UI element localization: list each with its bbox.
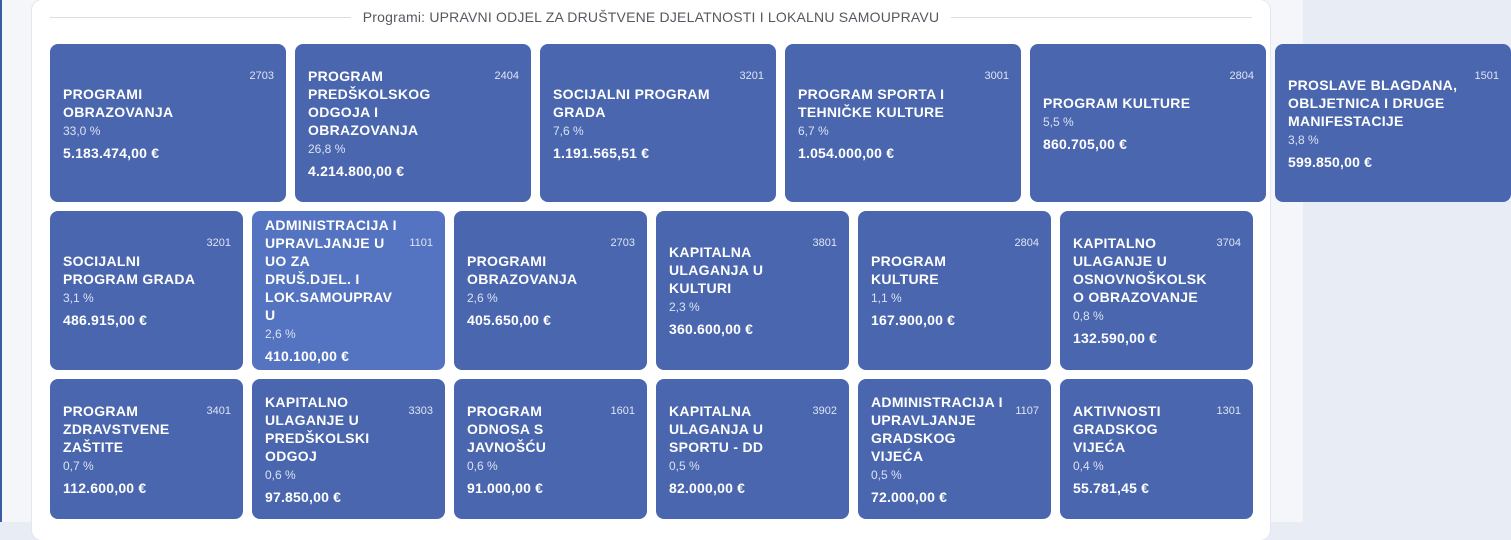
program-amount: 410.100,00 € bbox=[265, 348, 350, 364]
program-tile[interactable] bbox=[252, 379, 445, 519]
program-tile[interactable] bbox=[454, 211, 647, 370]
program-percent: 2,6 % bbox=[467, 291, 498, 305]
program-tile[interactable] bbox=[858, 379, 1051, 519]
program-tile[interactable] bbox=[50, 44, 286, 202]
program-amount: 82.000,00 € bbox=[669, 479, 746, 496]
program-name: ADMINISTRACIJA I UPRAVLJANJE GRADSKOG VIJEĆA bbox=[871, 393, 1003, 464]
program-name: KAPITALNO ULAGANJE U OSNOVNOŠKOLSKO OBRAZOVANJE bbox=[1073, 235, 1207, 305]
program-name: ADMINISTRACIJA I UPRAVLJANJE U UO ZA DRUŠ.DJEL. I LOK.SAMOUPRAVU bbox=[265, 217, 397, 323]
program-percent: 26,8 % bbox=[308, 141, 346, 156]
program-code: 3001 bbox=[984, 70, 1009, 82]
program-percent: 7,6 % bbox=[553, 123, 584, 138]
program-code: 2703 bbox=[249, 70, 274, 82]
divider-left bbox=[50, 17, 351, 18]
program-name: SOCIJALNI PROGRAM GRADA bbox=[553, 85, 710, 120]
program-code: 2804 bbox=[1229, 70, 1254, 82]
program-percent: 33,0 % bbox=[63, 123, 101, 138]
program-name: PROSLAVE BLAGDANA, OBLJETNICA I DRUGE MANIFESTACIJE bbox=[1288, 76, 1458, 129]
program-name: KAPITALNO ULAGANJE U PREDŠKOLSKI ODGOJ bbox=[265, 393, 370, 464]
program-code: 2404 bbox=[494, 70, 519, 82]
program-percent: 3,8 % bbox=[1288, 132, 1319, 147]
tile-row-3 bbox=[50, 379, 1253, 519]
program-code: 2703 bbox=[610, 237, 635, 249]
program-percent: 6,7 % bbox=[798, 123, 829, 138]
program-percent: 2,3 % bbox=[669, 300, 700, 314]
program-tile[interactable] bbox=[295, 44, 531, 202]
program-name: PROGRAM SPORTA I TEHNIČKE KULTURE bbox=[798, 85, 945, 120]
program-amount: 1.191.565,51 € bbox=[553, 144, 650, 161]
program-code: 3401 bbox=[206, 405, 231, 417]
program-percent: 3,1 % bbox=[63, 291, 94, 305]
program-name: AKTIVNOSTI GRADSKOG VIJEĆA bbox=[1073, 402, 1161, 455]
program-tile-hovered[interactable] bbox=[252, 211, 445, 370]
program-amount: 5.183.474,00 € bbox=[63, 144, 160, 161]
program-tile[interactable] bbox=[1060, 379, 1253, 519]
program-tile[interactable] bbox=[656, 379, 849, 519]
program-amount: 4.214.800,00 € bbox=[308, 162, 405, 179]
program-amount: 91.000,00 € bbox=[467, 479, 544, 496]
program-name: SOCIJALNI PROGRAM GRADA bbox=[63, 253, 196, 287]
program-amount: 72.000,00 € bbox=[871, 488, 948, 505]
program-tile[interactable] bbox=[1275, 44, 1511, 202]
program-amount: 860.705,00 € bbox=[1043, 135, 1128, 152]
program-amount: 55.781,45 € bbox=[1073, 479, 1150, 496]
program-amount: 112.600,00 € bbox=[63, 479, 147, 496]
section-header bbox=[50, 6, 1252, 28]
program-name: PROGRAM ODNOSA S JAVNOŠĆU bbox=[467, 402, 547, 455]
program-percent: 0,5 % bbox=[669, 458, 700, 473]
program-code: 3902 bbox=[812, 405, 837, 417]
program-tile[interactable] bbox=[1060, 211, 1253, 370]
program-amount: 97.850,00 € bbox=[265, 488, 342, 505]
program-amount: 167.900,00 € bbox=[871, 312, 956, 328]
divider-right bbox=[951, 17, 1252, 18]
program-name: PROGRAM KULTURE bbox=[1043, 94, 1191, 111]
program-percent: 0,6 % bbox=[467, 458, 498, 473]
program-percent: 5,5 % bbox=[1043, 114, 1074, 129]
program-code: 3303 bbox=[408, 405, 433, 417]
program-code: 1501 bbox=[1474, 70, 1499, 82]
program-name: PROGRAM ZDRAVSTVENE ZAŠTITE bbox=[63, 402, 170, 455]
program-tile[interactable] bbox=[1030, 44, 1266, 202]
program-name: PROGRAM KULTURE bbox=[871, 253, 947, 287]
program-name: KAPITALNA ULAGANJA U SPORTU - DD bbox=[669, 402, 764, 455]
program-code: 3201 bbox=[206, 237, 231, 249]
program-tile[interactable] bbox=[50, 379, 243, 519]
program-name: PROGRAMI OBRAZOVANJA bbox=[63, 85, 174, 120]
program-name: PROGRAM PREDŠKOLSKOG ODGOJA I OBRAZOVANJA bbox=[308, 67, 431, 138]
program-code: 3201 bbox=[739, 70, 764, 82]
program-tile[interactable] bbox=[656, 211, 849, 370]
program-code: 3801 bbox=[812, 237, 837, 249]
program-tile[interactable] bbox=[540, 44, 776, 202]
program-code: 1301 bbox=[1216, 405, 1241, 417]
program-code: 3704 bbox=[1216, 237, 1241, 249]
program-amount: 486.915,00 € bbox=[63, 312, 148, 328]
program-code: 1101 bbox=[409, 237, 433, 249]
program-percent: 0,6 % bbox=[265, 467, 296, 482]
program-amount: 1.054.000,00 € bbox=[798, 144, 895, 161]
program-percent: 0,7 % bbox=[63, 458, 94, 473]
program-code: 1107 bbox=[1015, 405, 1039, 417]
program-tile[interactable] bbox=[785, 44, 1021, 202]
program-percent: 0,4 % bbox=[1073, 458, 1104, 473]
program-code: 2804 bbox=[1014, 237, 1039, 249]
program-percent: 0,8 % bbox=[1073, 309, 1104, 323]
program-percent: 1,1 % bbox=[871, 291, 902, 305]
program-amount: 132.590,00 € bbox=[1073, 330, 1158, 346]
program-tile[interactable] bbox=[858, 211, 1051, 370]
tile-row-2 bbox=[50, 211, 1253, 370]
program-code: 1601 bbox=[610, 405, 635, 417]
program-percent: 0,5 % bbox=[871, 467, 902, 482]
program-amount: 599.850,00 € bbox=[1288, 153, 1373, 170]
section-title: Programi: UPRAVNI ODJEL ZA DRUŠTVENE DJELATNOSTI I LOKALNU SAMOUPRAVU bbox=[362, 9, 940, 25]
program-percent: 2,6 % bbox=[265, 327, 296, 341]
program-name: PROGRAMI OBRAZOVANJA bbox=[467, 253, 578, 287]
program-tile[interactable] bbox=[50, 211, 243, 370]
program-tile[interactable] bbox=[454, 379, 647, 519]
program-amount: 360.600,00 € bbox=[669, 321, 754, 337]
tile-row-1 bbox=[50, 44, 1511, 202]
program-amount: 405.650,00 € bbox=[467, 312, 552, 328]
program-name: KAPITALNA ULAGANJA U KULTURI bbox=[669, 244, 764, 296]
